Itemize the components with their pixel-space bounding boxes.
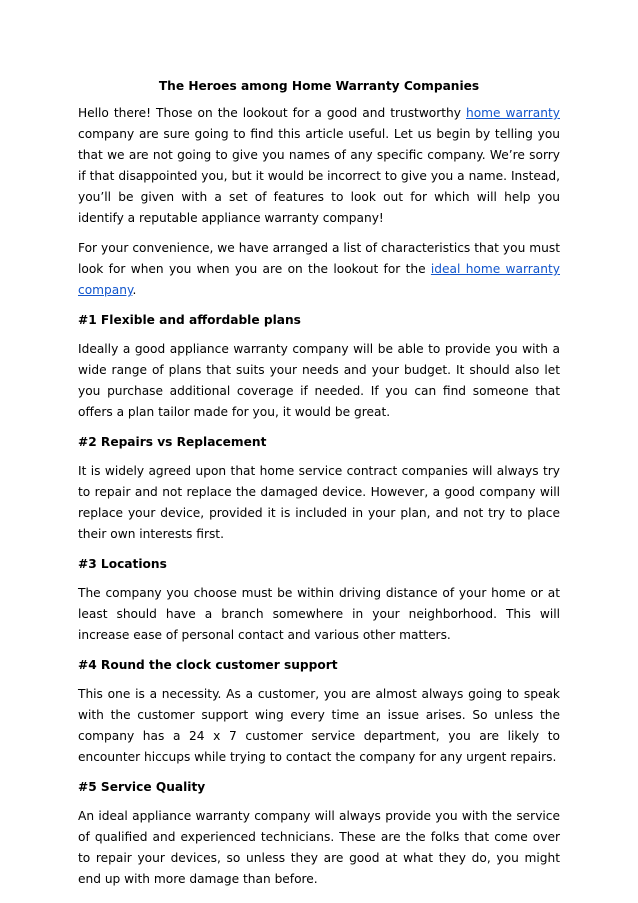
intro-text-2a: For your convenience, we have arranged a list of characteristics that you must look for when you when you are on the lookout for the: [78, 241, 560, 276]
intro-text-1b: company are sure going to find this article useful. Let us begin by telling you that we are not going to give you names of any specific company. We’re sorry if that disappointed you, but it would be incorrect to give you a name. Instead, you’ll be given with a set of features to look out for which will help you identify a reputable appliance warranty company!: [78, 127, 560, 225]
section-body-1: Ideally a good appliance warranty company will be able to provide you with a wide range of plans that suits your needs and your budget. It should also let you purchase additional coverage if needed. If you can find someone that offers a plan tailor made for you, it would be great.: [78, 342, 560, 419]
section-heading-5: #5 Service Quality: [78, 780, 206, 794]
document-page: [78, 76, 560, 899]
intro-text-2b: .: [132, 283, 137, 297]
intro-paragraph-2: [78, 238, 560, 301]
intro-text-1a: Hello there! Those on the lookout for a good and trustworthy: [78, 106, 466, 120]
section-heading-4: #4 Round the clock customer support: [78, 658, 338, 672]
section-heading-2: #2 Repairs vs Replacement: [78, 435, 267, 449]
section-body-5: An ideal appliance warranty company will always provide you with the service of qualified and experienced technicians. These are the folks that come over to repair your devices, so unless they are good at what they do, you might end up with more damage than before.: [78, 809, 560, 886]
section-body-3: The company you choose must be within driving distance of your home or at least should have a branch somewhere in your neighborhood. This will increase ease of personal contact and various other matters.: [78, 586, 560, 642]
section-body-4: This one is a necessity. As a customer, you are almost always going to speak with the customer support wing every time an issue arises. So unless the company has a 24 x 7 customer service department, you are likely to encounter hiccups while trying to contact the company for any urgent repairs.: [78, 687, 560, 764]
ideal-home-warranty-link[interactable]: ideal home warranty company: [78, 262, 560, 297]
document-title: The Heroes among Home Warranty Companies: [158, 79, 480, 93]
section-body-2: It is widely agreed upon that home service contract companies will always try to repair and not replace the damaged device. However, a good company will replace your device, provided it is included in your plan, and not try to place their own interests first.: [78, 464, 560, 541]
section-heading-1: #1 Flexible and affordable plans: [78, 313, 301, 327]
section-heading-3: #3 Locations: [78, 557, 167, 571]
home-warranty-link[interactable]: home warranty: [466, 106, 560, 120]
intro-paragraph-1: [78, 103, 560, 229]
